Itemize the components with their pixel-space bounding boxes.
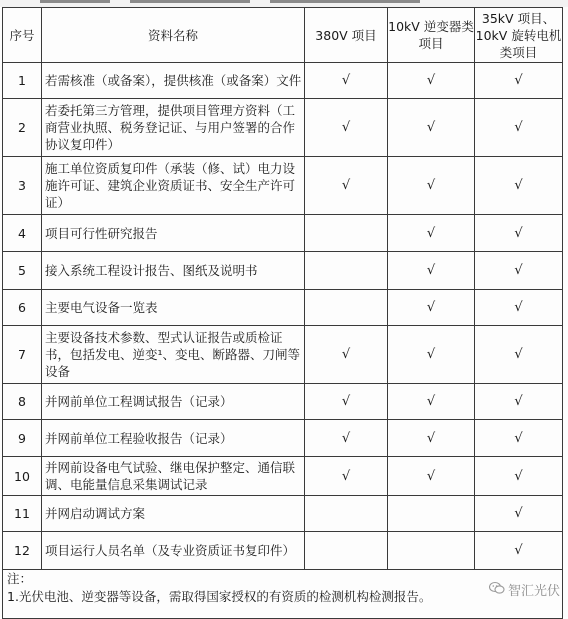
- check-10kv: [388, 532, 475, 570]
- check-380v: √: [305, 420, 388, 457]
- watermark: [489, 580, 560, 599]
- table-row: [3, 290, 563, 326]
- check-35kv: √: [475, 157, 563, 215]
- row-number: 2: [3, 99, 42, 157]
- cropped-title-fragment: [270, 0, 420, 3]
- row-number: 1: [3, 63, 42, 99]
- check-35kv: √: [475, 532, 563, 570]
- check-35kv: √: [475, 63, 563, 99]
- check-380v: [305, 532, 388, 570]
- note-label: 注：: [7, 571, 33, 586]
- table-row: [3, 157, 563, 215]
- document-name: 项目可行性研究报告: [42, 215, 305, 252]
- check-380v: √: [305, 63, 388, 99]
- note-text: 1.光伏电池、逆变器等设备，需取得国家授权的有资质的检测机构检测报告。: [7, 589, 432, 604]
- check-10kv: √: [388, 99, 475, 157]
- watermark-text: 智汇光伏: [507, 584, 560, 599]
- document-name: 主要电气设备一览表: [42, 290, 305, 326]
- check-10kv: √: [388, 326, 475, 384]
- note-cell: [3, 570, 563, 619]
- row-number: 10: [3, 457, 42, 496]
- row-number: 4: [3, 215, 42, 252]
- document-name: 若委托第三方管理，提供项目管理方资料（工商营业执照、税务登记证、与用户签署的合作协议复印件）: [42, 99, 305, 157]
- check-10kv: √: [388, 157, 475, 215]
- check-35kv: √: [475, 420, 563, 457]
- check-35kv: √: [475, 326, 563, 384]
- table-row: [3, 496, 563, 532]
- check-10kv: √: [388, 420, 475, 457]
- row-number: 6: [3, 290, 42, 326]
- document-name: 并网前单位工程验收报告（记录）: [42, 420, 305, 457]
- wechat-icon: [489, 581, 505, 599]
- document-name: 接入系统工程设计报告、图纸及说明书: [42, 252, 305, 290]
- document-name: 若需核准（或备案），提供核准（或备案）文件: [42, 63, 305, 99]
- header-35kv: 35kV 项目、10kV 旋转电机类项目: [475, 8, 563, 63]
- check-35kv: √: [475, 99, 563, 157]
- check-35kv: √: [475, 384, 563, 420]
- header-10kv: 10kV 逆变器类项目: [388, 8, 475, 63]
- check-35kv: √: [475, 252, 563, 290]
- check-10kv: √: [388, 63, 475, 99]
- document-name: 主要设备技术参数、型式认证报告或质检证书，包括发电、逆变¹、变电、断路器、刀闸等设备: [42, 326, 305, 384]
- cropped-title-strip: [0, 0, 568, 7]
- row-number: 11: [3, 496, 42, 532]
- document-name: 并网前单位工程调试报告（记录）: [42, 384, 305, 420]
- table-row: [3, 420, 563, 457]
- row-number: 8: [3, 384, 42, 420]
- note-row: [3, 570, 563, 619]
- cropped-title-fragment: [130, 0, 250, 3]
- check-35kv: √: [475, 457, 563, 496]
- check-380v: √: [305, 384, 388, 420]
- header-380v: 380V 项目: [305, 8, 388, 63]
- row-number: 12: [3, 532, 42, 570]
- table-row: [3, 457, 563, 496]
- row-number: 7: [3, 326, 42, 384]
- check-380v: √: [305, 157, 388, 215]
- table-row: [3, 252, 563, 290]
- check-10kv: √: [388, 215, 475, 252]
- check-380v: √: [305, 99, 388, 157]
- table-row: [3, 215, 563, 252]
- check-380v: √: [305, 326, 388, 384]
- header-row: [3, 8, 563, 63]
- check-10kv: √: [388, 290, 475, 326]
- row-number: 9: [3, 420, 42, 457]
- check-35kv: √: [475, 496, 563, 532]
- row-number: 5: [3, 252, 42, 290]
- table-row: [3, 99, 563, 157]
- header-seq: 序号: [3, 8, 42, 63]
- table-row: [3, 384, 563, 420]
- cropped-title-fragment: [40, 0, 110, 3]
- check-10kv: √: [388, 252, 475, 290]
- check-35kv: √: [475, 290, 563, 326]
- check-380v: √: [305, 457, 388, 496]
- check-35kv: √: [475, 215, 563, 252]
- document-name: 并网前设备电气试验、继电保护整定、通信联调、电能量信息采集调试记录: [42, 457, 305, 496]
- document-name: 项目运行人员名单（及专业资质证书复印件）: [42, 532, 305, 570]
- check-10kv: [388, 496, 475, 532]
- document-name: 施工单位资质复印件（承装（修、试）电力设施许可证、建筑企业资质证书、安全生产许可证）: [42, 157, 305, 215]
- table-row: [3, 63, 563, 99]
- check-380v: [305, 252, 388, 290]
- document-name: 并网启动调试方案: [42, 496, 305, 532]
- check-10kv: √: [388, 457, 475, 496]
- row-number: 3: [3, 157, 42, 215]
- check-380v: [305, 215, 388, 252]
- check-380v: [305, 290, 388, 326]
- table-row: [3, 532, 563, 570]
- header-doc-name: 资料名称: [42, 8, 305, 63]
- table-row: [3, 326, 563, 384]
- requirements-table: [2, 7, 563, 619]
- check-10kv: √: [388, 384, 475, 420]
- check-380v: [305, 496, 388, 532]
